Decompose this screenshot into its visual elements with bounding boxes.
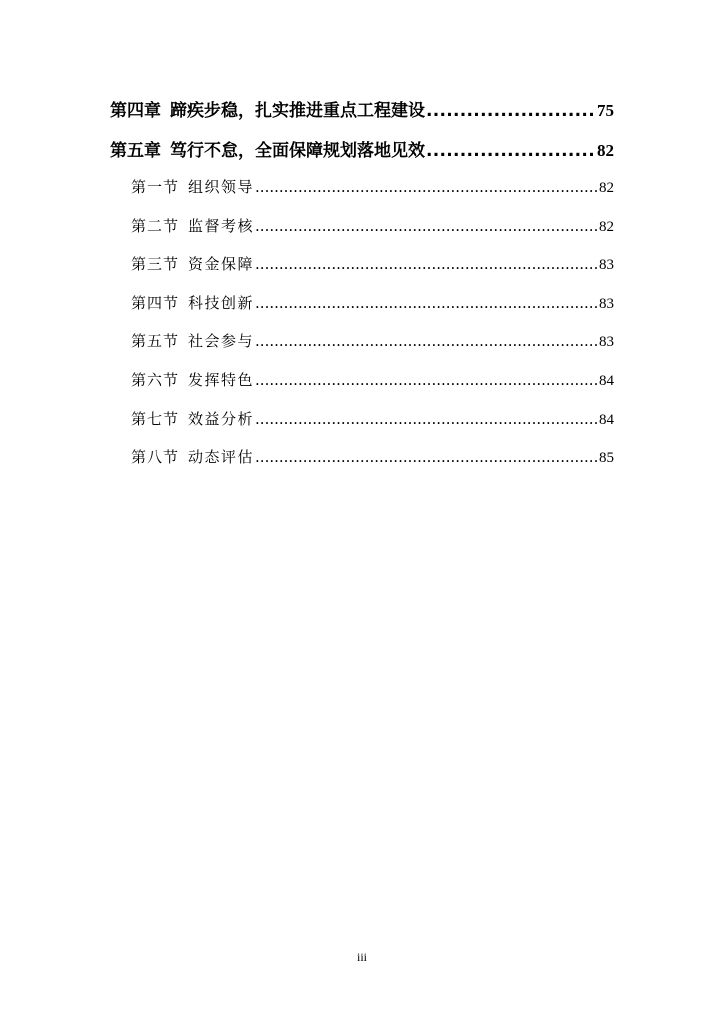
toc-section-1[interactable] — [110, 176, 614, 215]
section-page-number: 84 — [599, 411, 614, 428]
section-title: 动态评估 — [188, 448, 255, 467]
dot-leader — [255, 332, 598, 350]
section-page-number: 82 — [599, 218, 614, 235]
dot-leader — [255, 448, 598, 466]
section-page-number: 83 — [599, 257, 614, 274]
section-number: 第八节 — [131, 448, 180, 467]
toc-section-7[interactable] — [110, 408, 614, 447]
toc-section-6[interactable] — [110, 369, 614, 408]
section-title: 科技创新 — [188, 293, 255, 312]
chapter-page-number: 82 — [597, 141, 614, 160]
section-title: 组织领导 — [188, 178, 255, 196]
toc-section-8[interactable] — [110, 446, 614, 485]
section-page-number: 82 — [599, 180, 614, 196]
toc-section-2[interactable] — [110, 215, 614, 254]
chapter-number: 第四章 — [110, 101, 161, 121]
dot-leader — [426, 101, 596, 121]
section-title: 发挥特色 — [188, 370, 255, 389]
table-of-contents — [110, 96, 614, 485]
chapter-page-number: 75 — [597, 101, 614, 120]
chapter-title: 笃行不怠，全面保障规划落地见效 — [170, 141, 425, 161]
section-number: 第四节 — [131, 293, 180, 312]
toc-section-3[interactable] — [110, 253, 614, 292]
toc-section-5[interactable] — [110, 330, 614, 369]
page-footer-number: iii — [356, 950, 367, 964]
toc-section-4[interactable] — [110, 292, 614, 331]
section-title: 效益分析 — [188, 409, 255, 428]
dot-leader — [426, 141, 596, 161]
dot-leader — [255, 410, 598, 428]
dot-leader — [255, 217, 598, 235]
dot-leader — [255, 294, 598, 312]
section-number: 第六节 — [131, 370, 180, 389]
section-page-number: 83 — [599, 334, 614, 351]
dot-leader — [255, 255, 598, 273]
section-page-number: 84 — [599, 372, 614, 389]
section-number: 第五节 — [131, 332, 180, 351]
chapter-number: 第五章 — [110, 141, 161, 161]
section-page-number: 83 — [599, 295, 614, 312]
section-title: 监督考核 — [188, 216, 255, 235]
section-title: 社会参与 — [188, 332, 255, 351]
section-number: 第二节 — [131, 216, 180, 235]
dot-leader — [255, 371, 598, 389]
toc-chapter-4[interactable] — [110, 96, 614, 136]
toc-chapter-5[interactable] — [110, 136, 614, 176]
chapter-title: 蹄疾步稳，扎实推进重点工程建设 — [170, 101, 425, 121]
section-number: 第一节 — [131, 178, 180, 196]
dot-leader — [255, 178, 598, 196]
section-number: 第三节 — [131, 255, 180, 274]
section-title: 资金保障 — [188, 255, 255, 274]
section-page-number: 85 — [599, 450, 614, 467]
section-number: 第七节 — [131, 409, 180, 428]
